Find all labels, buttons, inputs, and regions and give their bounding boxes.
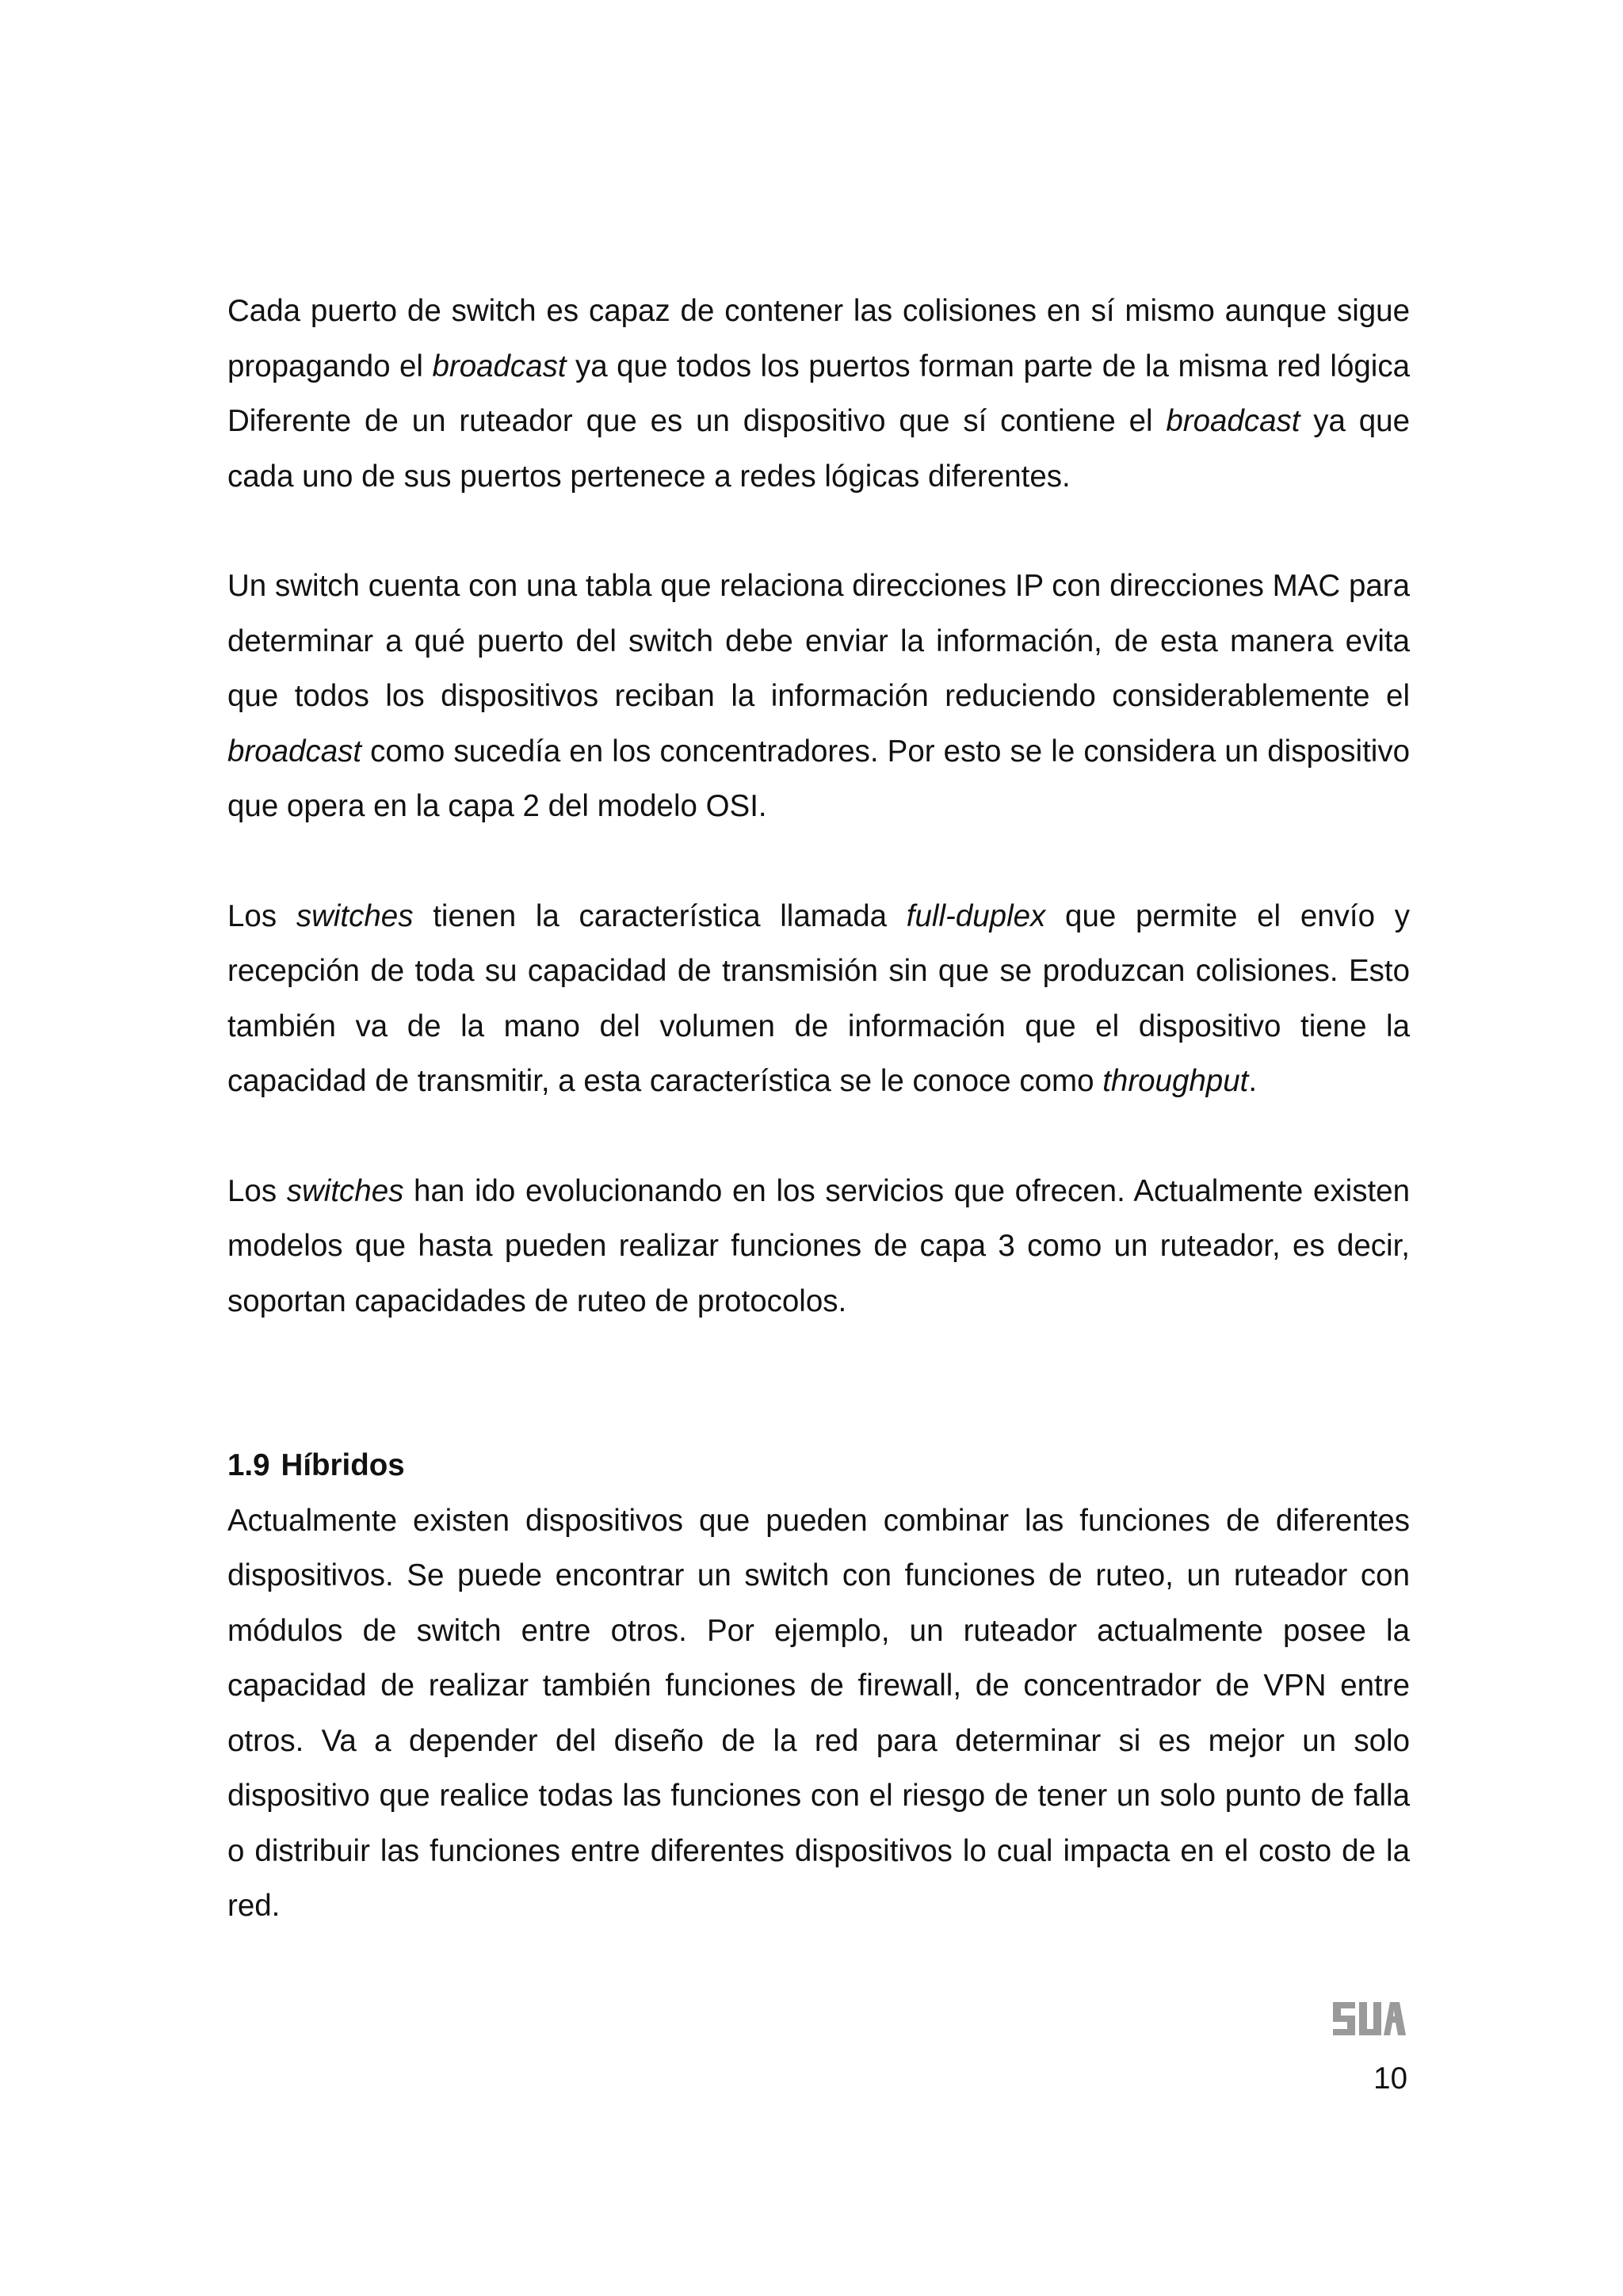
text-run: tienen la característica llamada: [413, 898, 907, 933]
text-run: .: [1248, 1064, 1258, 1098]
text-run: Los: [227, 1173, 287, 1208]
italic-term: switches: [296, 898, 414, 933]
text-run: Cada puerto de switch es capaz de contener las colisiones en sí mismo aunque sigue propagando el: [227, 294, 1410, 383]
text-run: Un switch cuenta con una tabla que relaciona direcciones IP con direcciones MAC para determinar a qué puerto del switch debe enviar la información, de esta manera evita que todos los dispositivos reciban la información reduciendo considerablemente el: [227, 569, 1410, 713]
italic-term: broadcast: [1166, 404, 1300, 438]
italic-term: switches: [286, 1173, 404, 1208]
italic-term: full-duplex: [906, 898, 1046, 933]
page-content: [227, 284, 1410, 1934]
sua-logo-icon: [1331, 2000, 1407, 2037]
paragraph-switch-evolution: [227, 1164, 1410, 1329]
paragraph-hybrids: [227, 1493, 1410, 1934]
paragraph-full-duplex: [227, 889, 1410, 1109]
text-run: Actualmente existen dispositivos que pueden combinar las funciones de diferentes dispositivos. Se puede encontrar un switch con funciones de ruteo, un ruteador con módulos de switch entre otros. Por ejemplo, un ruteador actualmente posee la capacidad de realizar también funciones de firewall, de concentrador de VPN entre otros. Va a depender del diseño de la red para determinar si es mejor un solo dispositivo que realice todas las funciones con el riesgo de tener un solo punto de falla o distribuir las funciones entre diferentes dispositivos lo cual impacta en el costo de la red.: [227, 1503, 1410, 1923]
text-run: que permite el envío y recepción de toda su capacidad de transmisión sin que se produzcan colisiones. Esto también va de la mano del volumen de información que el dispositivo tiene la capacidad de transmitir, a esta característica se le conoce como: [227, 898, 1411, 1098]
paragraph-switch-mac-table: [227, 559, 1410, 834]
text-run: como sucedía en los concentradores. Por esto se le considera un dispositivo que opera en la capa 2 del modelo OSI.: [227, 734, 1410, 823]
text-run: Los: [227, 898, 296, 933]
italic-term: broadcast: [227, 734, 362, 769]
italic-term: broadcast: [432, 349, 567, 383]
italic-term: throughput: [1102, 1064, 1249, 1098]
paragraph-collision-domains: [227, 284, 1410, 504]
section-number: 1.9: [227, 1448, 270, 1482]
text-run: ya que todos los puertos forman parte de la misma red lógica Diferente de un ruteador que es un dispositivo que sí contiene el: [227, 349, 1411, 438]
text-run: han ido evolucionando en los servicios que ofrecen. Actualmente existen modelos que hasta pueden realizar funciones de capa 3 como un ruteador, es decir, soportan capacidades de ruteo de protocolos.: [227, 1173, 1410, 1318]
section-heading: [227, 1438, 1410, 1493]
text-run: ya que cada uno de sus puertos pertenece a redes lógicas diferentes.: [227, 404, 1410, 494]
section-title: Híbridos: [281, 1448, 405, 1482]
page-number: 10: [1373, 2061, 1407, 2096]
